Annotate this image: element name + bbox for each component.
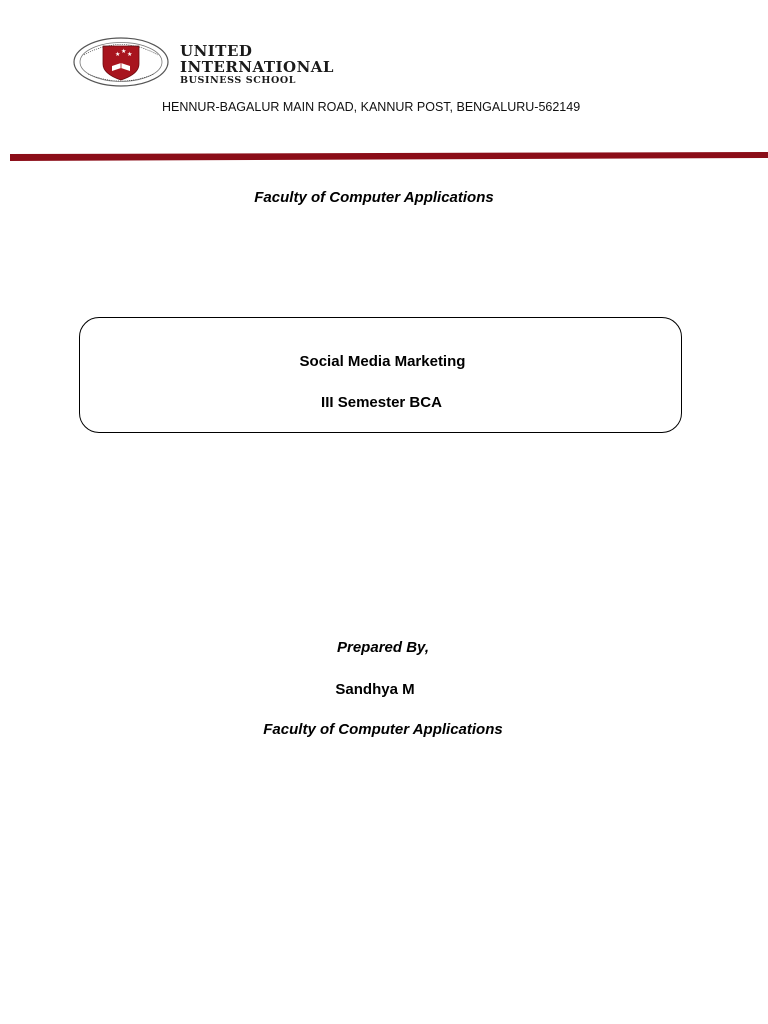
svg-text:★: ★ xyxy=(127,51,133,58)
institution-wordmark xyxy=(180,44,334,86)
institution-logo xyxy=(72,36,372,88)
author-faculty: Faculty of Computer Applications xyxy=(263,721,503,738)
prepared-by-label: Prepared By, xyxy=(337,639,429,656)
semester-label: III Semester BCA xyxy=(321,394,442,411)
institution-address: HENNUR-BAGALUR MAIN ROAD, KANNUR POST, BENGALURU-562149 xyxy=(162,100,581,114)
institution-name-line1: UNITED xyxy=(180,42,253,60)
author-name: Sandhya M xyxy=(335,681,415,698)
faculty-heading: Faculty of Computer Applications xyxy=(254,189,494,206)
institution-seal-icon xyxy=(72,36,170,88)
header-divider xyxy=(10,152,768,161)
institution-name-line3: BUSINESS SCHOOL xyxy=(180,75,296,86)
subject-box xyxy=(79,317,682,433)
institution-name-line2: INTERNATIONAL xyxy=(180,58,334,76)
svg-text:★: ★ xyxy=(121,48,127,55)
svg-text:★: ★ xyxy=(115,51,121,58)
subject-title: Social Media Marketing xyxy=(299,353,466,370)
